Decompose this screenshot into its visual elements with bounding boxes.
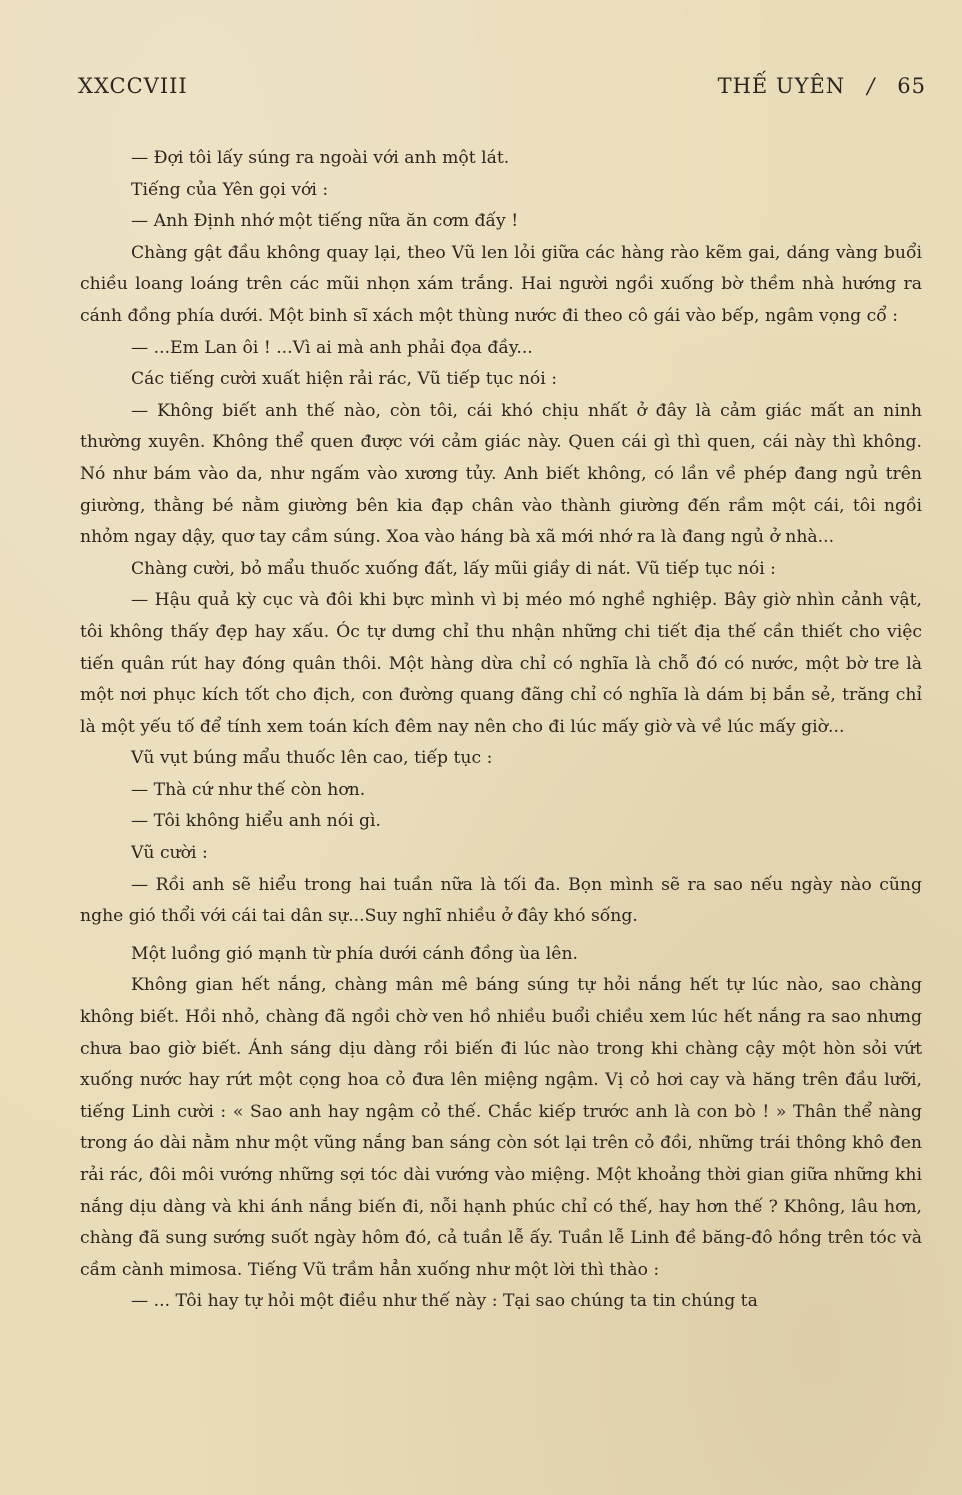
paragraph: Chàng cười, bỏ mẩu thuốc xuống đất, lấy mũi giầy di nát. Vũ tiếp tục nói : <box>131 558 776 579</box>
page-number: 65 <box>897 74 926 98</box>
paragraph: — ...Em Lan ôi ! ...Vì ai mà anh phải đọa đầy... <box>131 337 533 358</box>
paragraph: Tiếng của Yên gọi với : <box>131 179 329 200</box>
paragraph: — Rồi anh sẽ hiểu trong hai tuần nữa là tối đa. Bọn mình sẽ ra sao nếu ngày nào cũng nghe gió thổi với cái tai dân sự...Suy nghĩ nhiều ở đây khó sống. <box>80 874 922 927</box>
body-text <box>80 143 922 1318</box>
paragraph: Chàng gật đầu không quay lại, theo Vũ len lỏi giữa các hàng rào kẽm gai, dáng vàng buổi chiều loang loáng trên các mũi nhọn xám trắng. Hai người ngồi xuống bờ thềm nhà hướng ra cánh đồng phía dưới. Một binh sĩ xách một thùng nước đi theo cô gái vào bếp, ngâm vọng cổ : <box>80 242 922 326</box>
paragraph: Vũ cười : <box>131 843 208 864</box>
paragraph: Các tiếng cười xuất hiện rải rác, Vũ tiếp tục nói : <box>131 369 558 390</box>
paragraph: — Thà cứ như thế còn hơn. <box>131 779 366 800</box>
paragraph: — Không biết anh thế nào, còn tôi, cái khó chịu nhất ở đây là cảm giác mất an ninh thường xuyên. Không thể quen được với cảm giác này. Quen cái gì thì quen, cái này thì không. Nó như bám vào da, như ngấm vào xương tủy. Anh biết không, có lần về phép đang ngủ trên giường, thằng bé nằm giường bên kia đạp chân vào thành giường đến rầm một cái, tôi ngồi nhỏm ngay dậy, quơ tay cầm súng. Xoa vào háng bà xã mới nhớ ra là đang ngủ ở nhà... <box>80 400 922 548</box>
paragraph: Vũ vụt búng mẩu thuốc lên cao, tiếp tục : <box>131 748 493 769</box>
section-numeral: XXCCVIII <box>78 74 188 98</box>
paragraph: — Hậu quả kỳ cục và đôi khi bực mình vì bị méo mó nghề nghiệp. Bây giờ nhìn cảnh vật, tôi không thấy đẹp hay xấu. Óc tự dưng chỉ thu nhận những chi tiết địa thế cần thiết cho việc tiến quân rút hay đóng quân thôi. Một hàng dừa chỉ có nghĩa là chỗ đó có nước, một bờ tre là một nơi phục kích tốt cho địch, con đường quang đãng chỉ có nghĩa là dám bị bắn sẻ, trăng chỉ là một yếu tố để tính xem toán kích đêm nay nên cho đi lúc mấy giờ và về lúc mấy giờ... <box>80 590 922 737</box>
running-head <box>78 74 926 104</box>
author-title: THẾ UYÊN <box>717 74 846 98</box>
paragraph: — Anh Định nhớ một tiếng nữa ăn cơm đấy ! <box>131 211 519 232</box>
paragraph: — Tôi không hiểu anh nói gì. <box>131 811 381 832</box>
running-title-group <box>718 74 926 98</box>
title-separator: / <box>867 74 876 98</box>
paragraph: — ... Tôi hay tự hỏi một điều như thế này : Tại sao chúng ta tin chúng ta <box>131 1291 758 1312</box>
paragraph: Một luồng gió mạnh từ phía dưới cánh đồng ùa lên. <box>131 943 579 964</box>
paragraph: Không gian hết nắng, chàng mân mê báng súng tự hỏi nắng hết tự lúc nào, sao chàng không biết. Hồi nhỏ, chàng đã ngồi chờ ven hồ nhiều buổi chiều xem lúc hết nắng ra sao nhưng chưa bao giờ biết. Ánh sáng dịu dàng rồi biến đi lúc nào trong khi chàng cậy một hòn sỏi vứt xuống nước hay rứt một cọng hoa cỏ đưa lên miệng ngậm. Vị cỏ hơi cay và hăng trên đầu lưỡi, tiếng Linh cười : « Sao anh hay ngậm cỏ thế. Chắc kiếp trước anh là con bò ! » Thân thể nàng trong áo dài nằm như một vũng nắng ban sáng còn sót lại trên cỏ đồi, những trái thông khô đen rải rác, đôi môi vướng những sợi tóc dài vướng vào miệng. Một khoảng thời gian giữa những khi nắng dịu dàng và khi ánh nắng biến đi, nỗi hạnh phúc chỉ có thế, hay hơn thế ? Không, lâu hơn, chàng đã sung sướng suốt ngày hôm đó, cả tuần lễ ấy. Tuần lễ Linh đề băng-đô hồng trên tóc và cầm cành mimosa. Tiếng Vũ trầm hẳn xuống như một lời thì thào : <box>80 975 922 1280</box>
paragraph: — Đợi tôi lấy súng ra ngoài với anh một lát. <box>131 148 510 168</box>
